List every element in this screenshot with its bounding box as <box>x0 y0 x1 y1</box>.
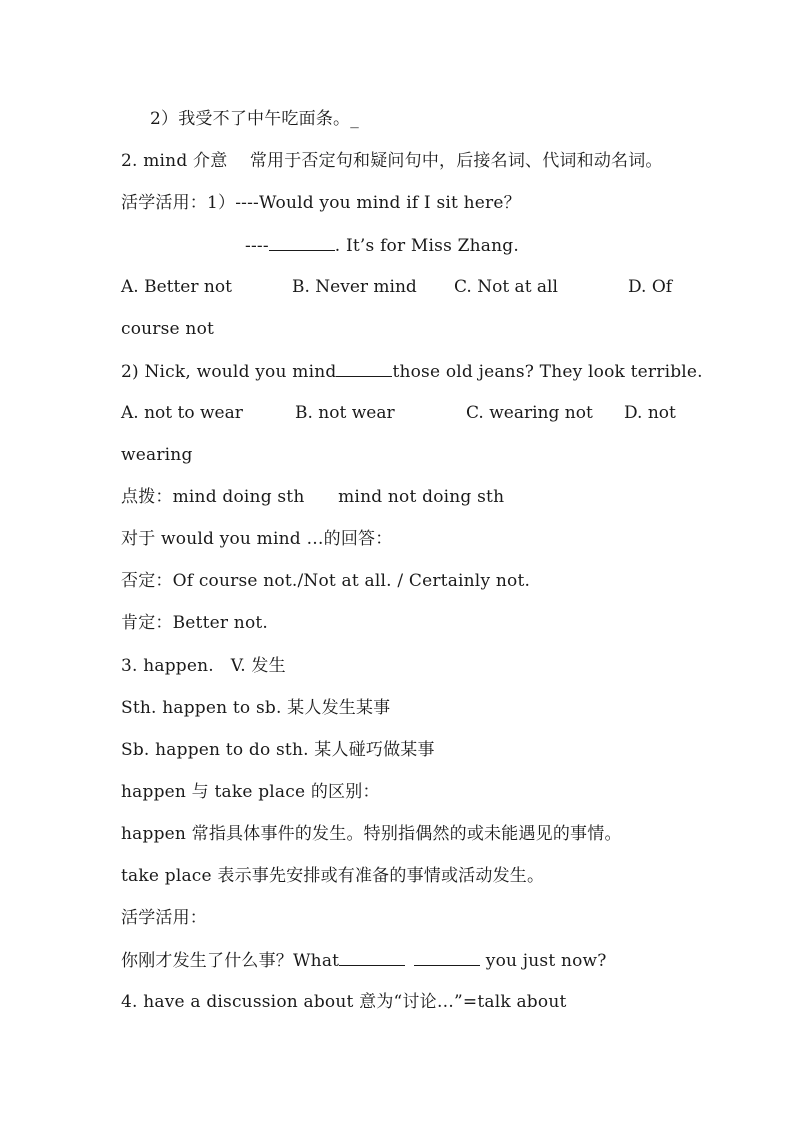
text-fragment: . It’s for Miss Zhang. <box>334 236 519 256</box>
text-line: 肯定：Better not. <box>121 613 269 633</box>
text-line: wearing <box>121 445 193 465</box>
text-line: take place 表示事先安排或有准备的事情或活动发生。 <box>121 866 545 886</box>
text-line: 4. have a discussion about 意为“讨论…”=talk about <box>121 992 567 1012</box>
text-fragment: you just now? <box>480 951 607 971</box>
text-line: 活学活用：1）----Would you mind if I sit here？ <box>121 193 521 213</box>
option-c: C. wearing not <box>466 403 593 423</box>
text-fragment: ---- <box>245 236 269 256</box>
option-a: A. not to wear <box>121 403 243 423</box>
text-fragment: 2) Nick, would you mind <box>121 362 337 382</box>
option-b: B. Never mind <box>292 277 417 297</box>
text-line: 3. happen. V. 发生 <box>121 656 286 676</box>
option-d: D. Of <box>628 277 673 297</box>
text-line <box>245 234 519 257</box>
text-line <box>121 949 607 972</box>
text-line: Sth. happen to sb. 某人发生某事 <box>121 698 391 718</box>
option-d: D. not <box>624 403 676 423</box>
text-line: 点拨：mind doing sth mind not doing sth <box>121 487 505 507</box>
answer-blank <box>339 949 405 966</box>
text-line: 对于 would you mind …的回答： <box>121 529 393 549</box>
text-fragment: 你刚才发生了什么事？What <box>121 951 340 971</box>
text-line: 否定：Of course not./Not at all. / Certainly not. <box>121 571 531 591</box>
text-line: happen 常指具体事件的发生。特别指偶然的或未能遇见的事情。 <box>121 824 622 844</box>
text-line: happen 与 take place 的区别： <box>121 782 380 802</box>
text-line: 2. mind 介意 常用于否定句和疑问句中，后接名词、代词和动名词。 <box>121 151 663 171</box>
option-a: A. Better not <box>121 277 232 297</box>
text-line: 活学活用： <box>121 908 207 928</box>
text-line: 2）我受不了中午吃面条。_ <box>150 109 359 129</box>
option-b: B. not wear <box>295 403 395 423</box>
text-fragment: those old jeans? They look terrible. <box>392 362 703 382</box>
answer-blank <box>269 234 335 251</box>
text-line <box>121 360 703 383</box>
answer-blank <box>414 949 480 966</box>
text-line: course not <box>121 319 215 339</box>
option-c: C. Not at all <box>454 277 558 297</box>
text-line: Sb. happen to do sth. 某人碰巧做某事 <box>121 740 435 760</box>
answer-blank <box>336 360 392 377</box>
